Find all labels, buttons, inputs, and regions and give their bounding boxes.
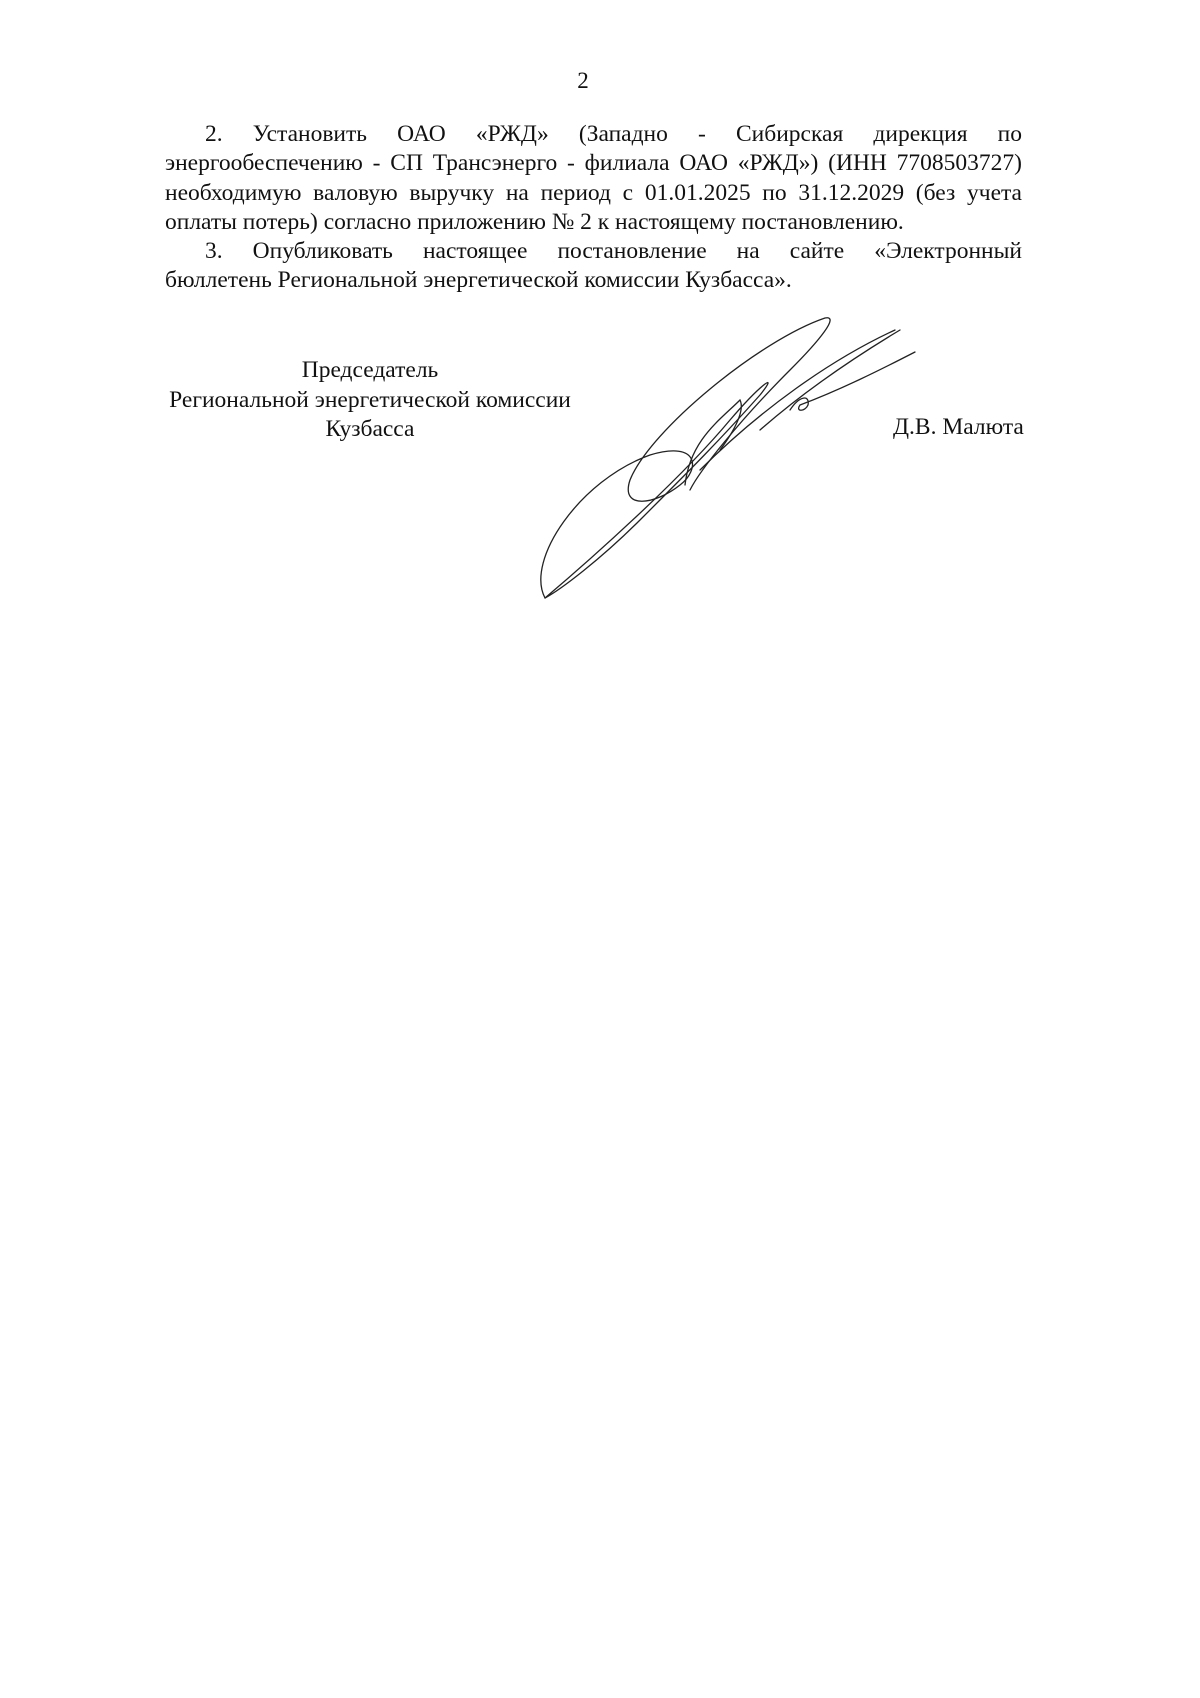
title-line: Председатель [301, 357, 439, 383]
handwritten-signature [0, 0, 1200, 700]
title-line: Региональной энергетической комиссии [169, 386, 571, 413]
text-line: энергообеспечению - СП Трансэнерго - филиала ОАО «РЖД») (ИНН 7708503727) [165, 150, 1022, 177]
text-line: необходимую валовую выручку на период с 01.01.2025 по 31.12.2029 (без учета [165, 179, 1022, 206]
page-number: 2 [577, 68, 589, 93]
signatory-name: Д.В. Малюта [893, 414, 1024, 440]
text-line: 3. Опубликовать настоящее постановление на сайте «Электронный [205, 238, 1022, 264]
text-line: 2. Установить ОАО «РЖД» (Западно - Сибирская дирекция по [205, 121, 1022, 147]
text-line: бюллетень Региональной энергетической комиссии Кузбасса». [165, 267, 792, 294]
text-line: оплаты потерь) согласно приложению № 2 к настоящему постановлению. [165, 208, 904, 235]
title-line: Кузбасса [325, 416, 415, 442]
